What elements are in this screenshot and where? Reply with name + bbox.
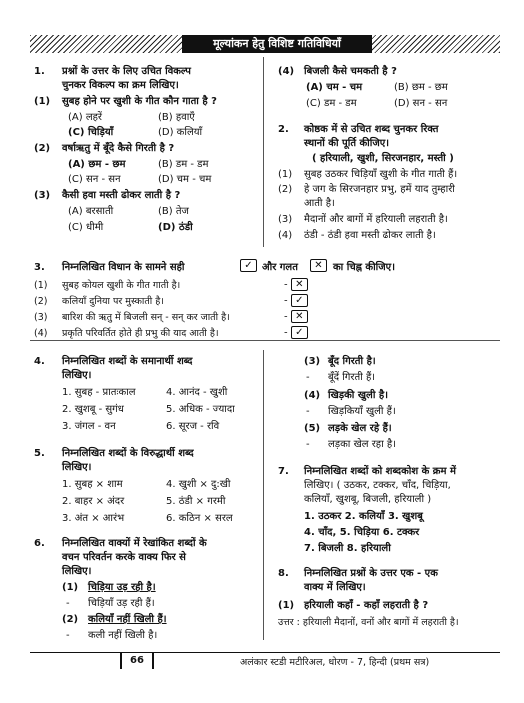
q6-dash: -: [66, 630, 70, 641]
q7-text-line2: लिखिए। ( उठकर, टक्कर, चाँद, चिड़िया,: [304, 480, 451, 491]
q1-s1-option-b: (B) हवाएँ: [158, 112, 195, 123]
q7-row1: 1. उठकर 2. कलियाँ 3. खुशबू: [304, 511, 423, 522]
q2-text-line1: कोष्ठक में से उचित शब्द चुनकर रिक्त: [304, 124, 439, 135]
cross-box-icon: - ✕: [284, 278, 308, 292]
q1-s4-option-c: (C) डम - डम: [306, 98, 357, 109]
q4-row3-a: 3. जंगल - वन: [62, 421, 116, 432]
q4-row3-b: 6. सूरज - रवि: [166, 421, 220, 432]
q3-item4: प्रकृति परिवर्तित होते ही प्रभु की याद आती है।: [62, 328, 219, 339]
q1-s1-option-a: (A) लहरें: [68, 112, 103, 123]
q6-item2-answer: कली नहीं खिली है।: [88, 630, 158, 641]
q3-item3-number: (3): [34, 312, 48, 323]
q8-number: 8.: [278, 568, 289, 579]
q3-item4-number: (4): [34, 328, 48, 339]
q2-item2-cont: आती है।: [304, 198, 335, 209]
q2-item1-number: (1): [278, 169, 293, 180]
q1-s2-number: (2): [34, 143, 51, 154]
q1-s2-option-b: (B) डम - डम: [158, 159, 209, 170]
q1-text-line1: प्रश्नों के उत्तर के लिए उचित विकल्प: [62, 66, 191, 77]
q4-row1-b: 4. आनंद - खुशी: [166, 387, 228, 398]
tick-box-icon: - ✓: [284, 326, 308, 340]
q1-s3-option-c: (C) धीमी: [68, 222, 104, 233]
q4-text-line2: लिखिए।: [62, 370, 92, 381]
q1-s3-number: (3): [34, 190, 51, 201]
q1-s3-question: कैसी हवा मस्ती ढोकर लाती है ?: [62, 190, 181, 201]
q4-row2-b: 5. अधिक - ज्यादा: [166, 404, 235, 415]
q6-item1-number: (1): [62, 582, 79, 593]
q3-item3: बारिश की ऋतु में बिजली सन् - सन् कर जाती है।: [62, 312, 230, 323]
q6-item1: चिड़िया उड़ रही है।: [88, 582, 156, 593]
q6-item5-answer: लड़का खेल रहा है।: [328, 439, 396, 450]
q2-text-line2: स्थानों की पूर्ति कीजिए।: [304, 138, 390, 149]
q7-row2: 4. चाँद, 5. चिड़िया 6. टक्कर: [304, 527, 420, 538]
q1-s4-option-d: (D) सन - सन: [394, 98, 448, 109]
q5-text-line2: लिखिए।: [62, 462, 92, 473]
q5-row1-a: 1. सुबह × शाम: [62, 479, 123, 490]
q2-item4-number: (4): [278, 230, 293, 241]
q8-text-line1: निम्नलिखित प्रश्नों के उत्तर एक - एक: [304, 568, 438, 579]
q4-row2-a: 2. खुशबू - सुगंध: [62, 404, 124, 415]
q1-s2-option-d: (D) चम - चम: [158, 174, 212, 185]
q3-number: 3.: [34, 262, 45, 273]
q1-s4-number: (4): [278, 66, 295, 77]
q4-row1-a: 1. सुबह - प्रातःकाल: [62, 387, 136, 398]
q6-item4-number: (4): [304, 390, 321, 401]
q1-text-line2: चुनकर विकल्प का क्रम लिखिए।: [62, 80, 179, 91]
q3-text-b: और गलत: [262, 262, 298, 273]
footer-text: अलंकार स्टडी मटीरिअल, धोरण - 7, हिन्दी (प्रथम सत्र): [240, 657, 430, 668]
q2-item4: ठंडी - ठंडी हवा मस्ती ढोकर लाती है।: [304, 230, 436, 241]
q7-text-line3: कलियाँ, खुशबू, बिजली, हरियाली ): [304, 494, 432, 505]
q4-text-line1: निम्नलिखित शब्दों के समानार्थी शब्द: [62, 356, 193, 367]
page-title: मूल्यांकन हेतु विशिष्ट गतिविधियाँ: [182, 35, 372, 53]
q4-number: 4.: [34, 356, 45, 367]
q6-dash: -: [306, 372, 310, 383]
q2-item2-number: (2): [278, 184, 293, 195]
q3-item1: सुबह कोयल खुशी के गीत गाती है।: [62, 280, 181, 291]
q1-s4-question: बिजली कैसे चमकती है ?: [304, 66, 397, 77]
column-divider-top: [263, 57, 264, 247]
q6-item4: खिड़की खुली है।: [328, 390, 389, 401]
q3-item1-number: (1): [34, 280, 48, 291]
q5-row2-b: 5. ठंडी × गरमी: [166, 496, 226, 507]
q6-item2-number: (2): [62, 614, 79, 625]
q6-number: 6.: [34, 538, 45, 549]
q1-s1-question: सुबह होने पर खुशी के गीत कौन गाता है ?: [62, 96, 217, 107]
q3-text-a: निम्नलिखित विधान के सामने सही: [62, 262, 185, 273]
cross-box-icon: - ✕: [284, 310, 308, 324]
q7-text-line1: निम्नलिखित शब्दों को शब्दकोश के क्रम में: [304, 466, 456, 477]
q8-text-line2: वाक्य में लिखिए।: [304, 582, 366, 593]
q6-item3-number: (3): [304, 356, 321, 367]
q6-item5-number: (5): [304, 423, 321, 434]
q5-row1-b: 4. खुशी × दु:खी: [166, 479, 231, 490]
q1-s4-option-a: (A) चम - चम: [306, 82, 363, 93]
q2-item3: मैदानों और बागों में हरियाली लहराती है।: [304, 214, 448, 225]
q5-row3-b: 6. कठिन × सरल: [166, 513, 233, 524]
q1-s3-option-a: (A) बरसाती: [68, 206, 114, 217]
q8-answer: उत्तर : हरियाली मैदानों, वनों और बागों में लहराती है।: [278, 617, 459, 628]
q1-s1-number: (1): [34, 96, 51, 107]
q7-row3: 7. बिजली 8. हरियाली: [304, 543, 391, 554]
q5-row2-a: 2. बाहर × अंदर: [62, 496, 125, 507]
q2-number: 2.: [278, 124, 289, 135]
q2-item1: सुबह उठकर चिड़ियाँ खुशी के गीत गाती हैं।: [304, 169, 458, 180]
section-divider: [30, 340, 500, 341]
q7-number: 7.: [278, 466, 289, 477]
q1-s2-option-a: (A) छम - छम: [68, 159, 126, 170]
q1-s2-question: वर्षाऋतु में बूँदे कैसे गिरती है ?: [62, 143, 175, 154]
cross-box-icon: ✕: [310, 259, 327, 273]
q5-text-line1: निम्नलिखित शब्दों के विरुद्धार्थी शब्द: [62, 448, 194, 459]
column-divider-bottom: [263, 350, 264, 640]
q6-dash: -: [306, 406, 310, 417]
q6-item3: बूँद गिरती है।: [328, 356, 376, 367]
q3-item2-number: (2): [34, 296, 48, 307]
q1-s3-option-d: (D) ठंडी: [158, 222, 193, 233]
q3-item2: कलियाँ दुनिया पर मुस्काती है।: [62, 296, 164, 307]
q1-s1-option-c: (C) चिड़ियाँ: [68, 127, 114, 138]
q6-item1-answer: चिड़ियाँ उड़ रही हैं।: [88, 598, 155, 609]
q3-text-c: का चिह्न कीजिए।: [333, 262, 395, 273]
q6-dash: -: [66, 598, 70, 609]
q2-item2: हे जग के सिरजनहार प्रभु, हमें याद तुम्हारी: [304, 184, 455, 195]
q1-s1-option-d: (D) कलियाँ: [158, 127, 203, 138]
q6-item2: कलियाँ नहीं खिली हैं।: [88, 614, 167, 625]
tick-box-icon: - ✓: [284, 294, 308, 308]
q5-row3-a: 3. अंत × आरंभ: [62, 513, 125, 524]
q2-item3-number: (3): [278, 214, 293, 225]
q6-text-line2: वचन परिवर्तन करके वाक्य फिर से: [62, 552, 186, 563]
q6-item3-answer: बूँदें गिरती हैं।: [328, 372, 376, 383]
tick-box-icon: ✓: [240, 259, 257, 273]
q2-word-bank: ( हरियाली, खुशी, सिरजनहार, मस्ती ): [312, 153, 454, 164]
q6-text-line3: लिखिए।: [62, 566, 92, 577]
q5-number: 5.: [34, 448, 45, 459]
q1-s3-option-b: (B) तेज: [158, 206, 189, 217]
q1-s2-option-c: (C) सन - सन: [68, 174, 121, 185]
q6-text-line1: निम्नलिखित वाक्यों में रेखांकित शब्दों के: [62, 538, 207, 549]
q1-s4-option-b: (B) छम - छम: [394, 82, 448, 93]
q8-item1: हरियाली कहाँ - कहाँ लहराती है ?: [304, 600, 429, 611]
q8-item1-number: (1): [278, 600, 295, 611]
q6-item5: लड़के खेल रहे हैं।: [328, 423, 392, 434]
q1-number: 1.: [34, 66, 45, 77]
q6-item4-answer: खिड़कियाँ खुली हैं।: [328, 406, 396, 417]
page-number: 66: [120, 653, 154, 669]
q6-dash: -: [306, 439, 310, 450]
